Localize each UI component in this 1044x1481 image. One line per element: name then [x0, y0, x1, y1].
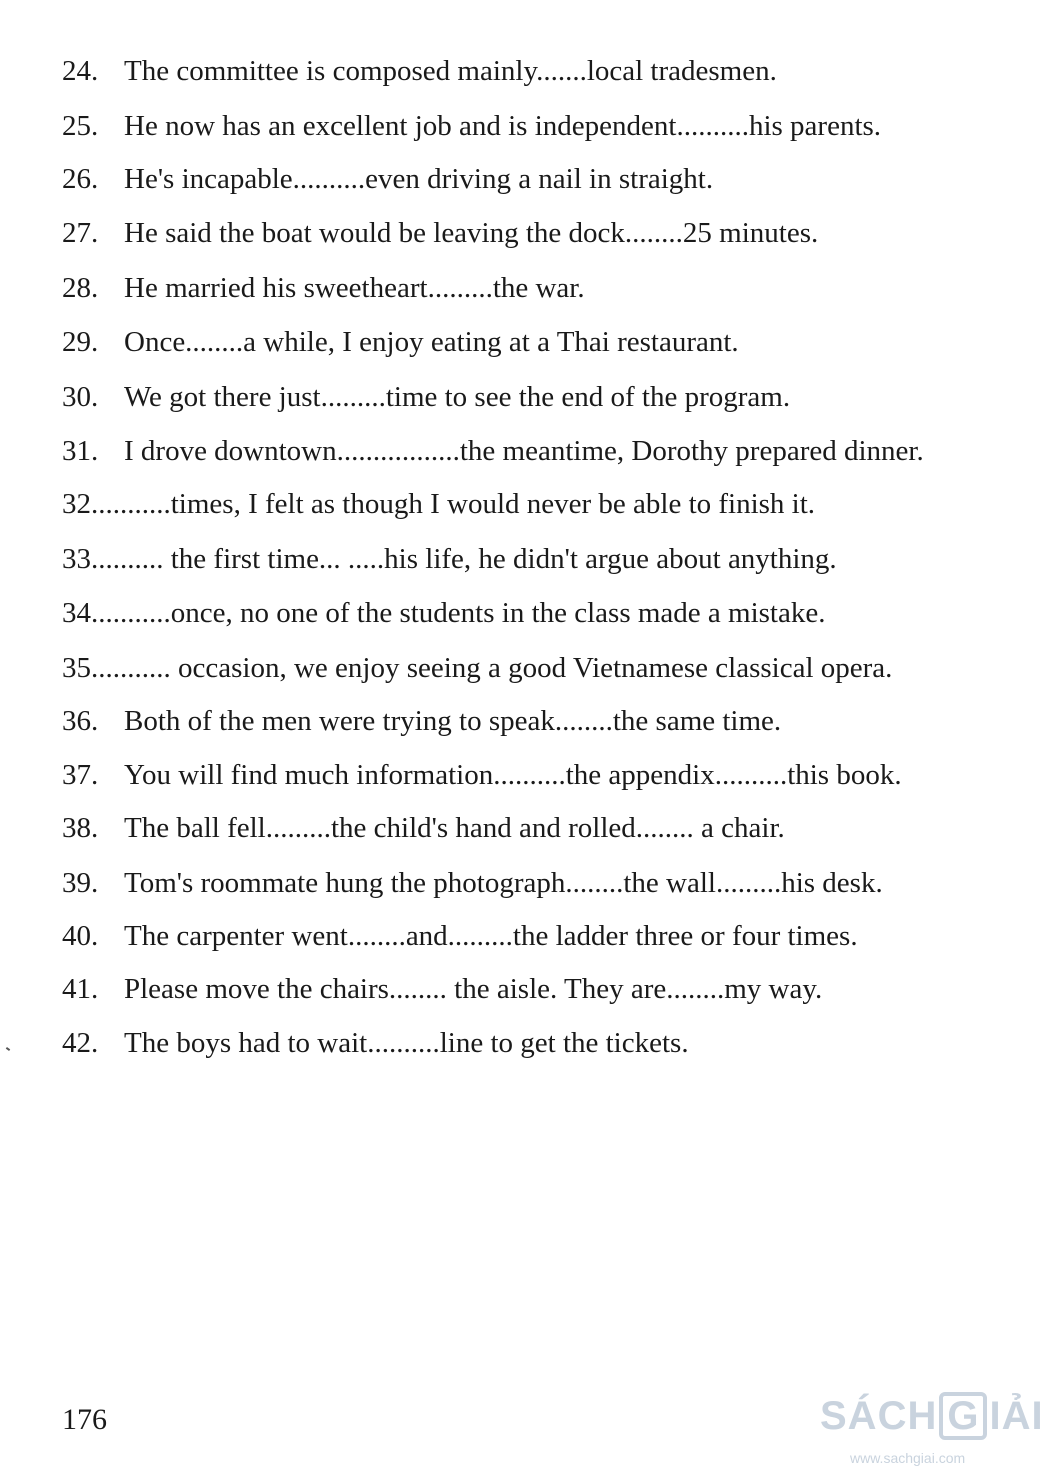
item-text: Both of the men were trying to speak........the same time. — [124, 704, 782, 737]
exercise-item — [62, 805, 990, 851]
item-number: 26. — [62, 162, 99, 195]
item-number: 39. — [62, 866, 99, 899]
exercise-item — [62, 48, 990, 94]
item-number: 34 — [62, 597, 91, 629]
item-text: The committee is composed mainly.......local tradesmen. — [124, 55, 777, 87]
item-number: 40. — [62, 919, 99, 952]
item-number: 37. — [62, 759, 99, 791]
item-text: We got there just.........time to see the end of the program. — [124, 380, 791, 413]
exercise-item — [62, 913, 990, 959]
exercise-item — [62, 265, 990, 311]
item-text: You will find much information..........the appendix..........this book. — [124, 759, 902, 791]
item-number: 36. — [62, 704, 99, 737]
item-text: .......... the first time... .....his life, he didn't argue about anything. — [91, 542, 837, 575]
exercise-item — [62, 374, 990, 420]
item-number: 31. — [62, 435, 99, 467]
item-text: I drove downtown.................the meantime, Dorothy prepared dinner. — [124, 435, 924, 467]
item-number: 32 — [62, 488, 91, 520]
item-number: 27. — [62, 217, 99, 249]
item-text: He married his sweetheart.........the war. — [124, 271, 585, 304]
exercise-item — [62, 1020, 990, 1066]
watermark-url: www.sachgiai.com — [850, 1450, 966, 1466]
exercise-item — [62, 590, 990, 636]
exercise-item — [62, 156, 990, 202]
scan-mark — [6, 1047, 10, 1051]
item-number: 38. — [62, 812, 99, 844]
item-number: 25. — [62, 109, 99, 142]
item-text: Tom's roommate hung the photograph........the wall.........his desk. — [124, 866, 883, 899]
exercise-list — [62, 48, 990, 1075]
item-number: 33 — [62, 542, 91, 575]
item-text: The ball fell.........the child's hand and rolled........ a chair. — [124, 812, 785, 844]
item-text: The boys had to wait..........line to get the tickets. — [124, 1027, 689, 1059]
watermark-logo-left: SÁCH — [820, 1394, 938, 1438]
item-text: Please move the chairs........ the aisle. They are........my way. — [124, 972, 823, 1005]
exercise-item — [62, 481, 990, 527]
item-text: He said the boat would be leaving the dock........25 minutes. — [124, 217, 819, 249]
exercise-item — [62, 645, 990, 691]
page-number: 176 — [62, 1403, 107, 1436]
watermark-logo — [820, 1392, 1044, 1440]
item-text: The carpenter went........and.........the ladder three or four times. — [124, 919, 858, 952]
exercise-item — [62, 698, 990, 744]
item-text: He now has an excellent job and is independent..........his parents. — [124, 109, 882, 142]
item-number: 41. — [62, 972, 99, 1005]
item-number: 30. — [62, 380, 99, 413]
exercise-item — [62, 103, 990, 149]
exercise-item — [62, 210, 990, 256]
exercise-item — [62, 536, 990, 582]
item-number: 35 — [62, 651, 91, 684]
item-text: ...........once, no one of the students in the class made a mistake. — [91, 597, 826, 629]
item-text: Once........a while, I enjoy eating at a Thai restaurant. — [124, 326, 739, 358]
item-number: 42. — [62, 1027, 99, 1059]
item-text: He's incapable..........even driving a nail in straight. — [124, 162, 714, 195]
exercise-item — [62, 319, 990, 365]
item-number: 28. — [62, 271, 99, 304]
exercise-item — [62, 966, 990, 1012]
watermark-logo-box: G — [939, 1392, 987, 1440]
item-number: 29. — [62, 326, 99, 358]
watermark-logo-right: IẢI — [989, 1394, 1044, 1438]
watermark — [800, 1392, 1044, 1472]
exercise-item — [62, 752, 990, 798]
exercise-item — [62, 428, 990, 474]
item-number: 24. — [62, 55, 99, 87]
item-text: ...........times, I felt as though I would never be able to finish it. — [91, 488, 816, 520]
exercise-item — [62, 860, 990, 906]
item-text: ........... occasion, we enjoy seeing a good Vietnamese classical opera. — [91, 651, 893, 684]
